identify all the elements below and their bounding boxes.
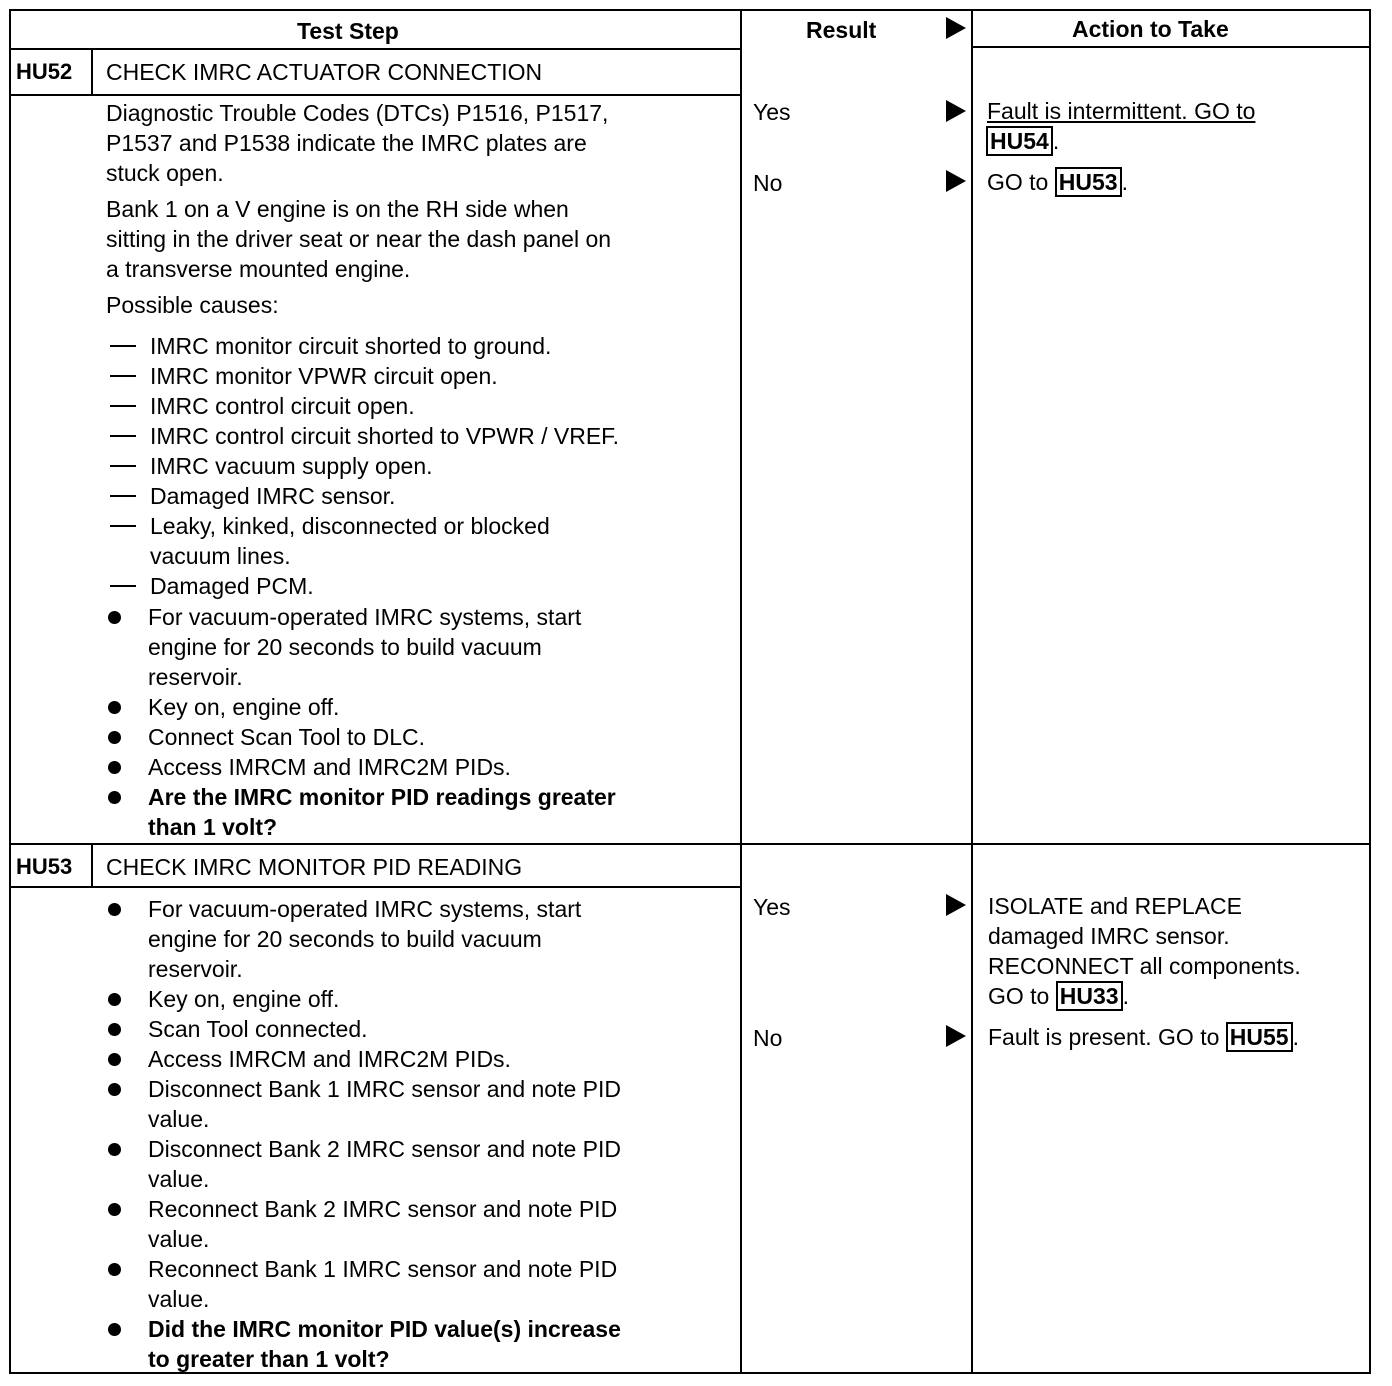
hu53-result-yes: Yes — [753, 894, 791, 920]
goto-link-hu55[interactable]: HU55 — [1226, 1022, 1293, 1052]
hu53-bullet-continued: value. — [148, 1106, 210, 1132]
bullet-icon — [108, 1143, 121, 1156]
hu52-bullet: Connect Scan Tool to DLC. — [148, 724, 426, 750]
dash-icon — [110, 585, 136, 587]
goto-link-hu53[interactable]: HU53 — [1055, 167, 1122, 197]
cause-item: IMRC vacuum supply open. — [150, 453, 433, 479]
goto-suffix: . — [1122, 983, 1129, 1009]
hu53-bullet-continued: reservoir. — [148, 956, 243, 982]
bullet-icon — [108, 791, 121, 804]
goto-suffix: . — [1052, 128, 1060, 154]
cause-item: IMRC control circuit shorted to VPWR / VREF. — [150, 423, 620, 449]
bullet-icon — [108, 1323, 121, 1336]
bullet-icon — [108, 903, 121, 916]
table-border-left — [9, 9, 11, 1374]
hu53-yes-action-line: RECONNECT all components. — [988, 953, 1301, 979]
column-divider-action — [971, 9, 973, 1374]
header-arrow-icon — [946, 17, 966, 39]
step-title-hu52: CHECK IMRC ACTUATOR CONNECTION — [106, 59, 543, 85]
cause-item: IMRC monitor VPWR circuit open. — [150, 363, 498, 389]
hu53-code-divider — [91, 845, 93, 887]
hu53-bullet: Disconnect Bank 1 IMRC sensor and note PID — [148, 1076, 622, 1102]
hu53-bullet: Disconnect Bank 2 IMRC sensor and note PID — [148, 1136, 622, 1162]
dash-icon — [110, 525, 136, 527]
hu52-bullet-continued: engine for 20 seconds to build vacuum — [148, 634, 542, 660]
hu52-body-line: a transverse mounted engine. — [106, 256, 411, 282]
cause-item: Damaged PCM. — [150, 573, 314, 599]
bullet-icon — [108, 1203, 121, 1216]
hu52-result-yes: Yes — [753, 99, 791, 125]
hu52-body-line: Diagnostic Trouble Codes (DTCs) P1516, P1517, — [106, 100, 609, 126]
hu52-yes-action-text: Fault is intermittent. GO to — [987, 98, 1256, 124]
hu52-question-continued: than 1 volt? — [148, 814, 278, 840]
hu52-bullet: For vacuum-operated IMRC systems, start — [148, 604, 582, 630]
arrow-right-icon — [946, 894, 966, 916]
hu52-question: Are the IMRC monitor PID readings greater — [148, 784, 616, 810]
goto-suffix: . — [1121, 169, 1128, 195]
bullet-icon — [108, 761, 121, 774]
arrow-right-icon — [946, 170, 966, 192]
header-divider — [9, 48, 741, 50]
hu52-yes-goto[interactable] — [986, 126, 1059, 156]
cause-item-continued: vacuum lines. — [150, 543, 291, 569]
hu53-bullet-continued: value. — [148, 1166, 210, 1192]
cause-item: IMRC control circuit open. — [150, 393, 415, 419]
hu53-title-underline — [9, 886, 741, 888]
dash-icon — [110, 405, 136, 407]
hu52-no-goto[interactable] — [987, 167, 1128, 197]
hu53-bullet: Reconnect Bank 2 IMRC sensor and note PID — [148, 1196, 618, 1222]
bullet-icon — [108, 1023, 121, 1036]
bullet-icon — [108, 1263, 121, 1276]
hu52-body-line: Bank 1 on a V engine is on the RH side when — [106, 196, 569, 222]
hu53-bullet-continued: engine for 20 seconds to build vacuum — [148, 926, 542, 952]
hu53-yes-action-line: ISOLATE and REPLACE — [988, 893, 1242, 919]
goto-suffix: . — [1292, 1024, 1299, 1050]
hu53-bullet-continued: value. — [148, 1286, 210, 1312]
hu53-bullet-continued: value. — [148, 1226, 210, 1252]
goto-prefix: GO to — [987, 169, 1055, 195]
hu53-yes-goto[interactable] — [988, 981, 1129, 1011]
cause-item: Leaky, kinked, disconnected or blocked — [150, 513, 550, 539]
header-result: Result — [806, 17, 877, 43]
hu52-bullet: Key on, engine off. — [148, 694, 340, 720]
table-border-top — [9, 9, 1371, 11]
bullet-icon — [108, 611, 121, 624]
hu53-bullet: Scan Tool connected. — [148, 1016, 368, 1042]
dash-icon — [110, 495, 136, 497]
step-code-hu52: HU52 — [16, 59, 73, 84]
hu53-bullet: For vacuum-operated IMRC systems, start — [148, 896, 582, 922]
header-divider-action — [971, 46, 1371, 48]
arrow-right-icon — [946, 100, 966, 122]
hu52-code-divider — [91, 49, 93, 95]
hu53-bullet: Access IMRCM and IMRC2M PIDs. — [148, 1046, 511, 1072]
table-border-right — [1369, 9, 1371, 1374]
hu52-yes-action — [987, 96, 1255, 126]
hu52-body-line: P1537 and P1538 indicate the IMRC plates are — [106, 130, 587, 156]
hu53-bullet: Reconnect Bank 1 IMRC sensor and note PID — [148, 1256, 618, 1282]
hu53-question: Did the IMRC monitor PID value(s) increase — [148, 1316, 621, 1342]
dash-icon — [110, 465, 136, 467]
bullet-icon — [108, 1053, 121, 1066]
header-action: Action to Take — [1072, 16, 1229, 42]
hu53-yes-action-line: damaged IMRC sensor. — [988, 923, 1230, 949]
hu52-body-line: stuck open. — [106, 160, 224, 186]
hu52-bullet-continued: reservoir. — [148, 664, 243, 690]
hu52-bullet: Access IMRCM and IMRC2M PIDs. — [148, 754, 511, 780]
bullet-icon — [108, 1083, 121, 1096]
goto-prefix: Fault is present. GO to — [988, 1024, 1226, 1050]
step-title-hu53: CHECK IMRC MONITOR PID READING — [106, 854, 523, 880]
step-divider — [9, 843, 1371, 845]
hu53-result-no: No — [753, 1025, 783, 1051]
hu52-body-line: Possible causes: — [106, 292, 279, 318]
step-code-hu53: HU53 — [16, 854, 73, 879]
hu52-title-underline — [9, 94, 741, 96]
hu53-bullet: Key on, engine off. — [148, 986, 340, 1012]
hu52-result-no: No — [753, 170, 783, 196]
goto-link-hu54[interactable]: HU54 — [986, 126, 1053, 156]
cause-item: Damaged IMRC sensor. — [150, 483, 396, 509]
dash-icon — [110, 435, 136, 437]
arrow-right-icon — [946, 1025, 966, 1047]
hu52-body-line: sitting in the driver seat or near the dash panel on — [106, 226, 612, 252]
column-divider-result — [740, 9, 742, 1374]
header-test-step: Test Step — [297, 18, 399, 44]
goto-prefix: GO to — [988, 983, 1056, 1009]
dash-icon — [110, 375, 136, 377]
hu53-question-continued: to greater than 1 volt? — [148, 1346, 390, 1372]
bullet-icon — [108, 701, 121, 714]
bullet-icon — [108, 731, 121, 744]
bullet-icon — [108, 993, 121, 1006]
goto-link-hu33[interactable]: HU33 — [1056, 981, 1123, 1011]
cause-item: IMRC monitor circuit shorted to ground. — [150, 333, 552, 359]
dash-icon — [110, 345, 136, 347]
hu53-no-goto[interactable] — [988, 1022, 1299, 1052]
